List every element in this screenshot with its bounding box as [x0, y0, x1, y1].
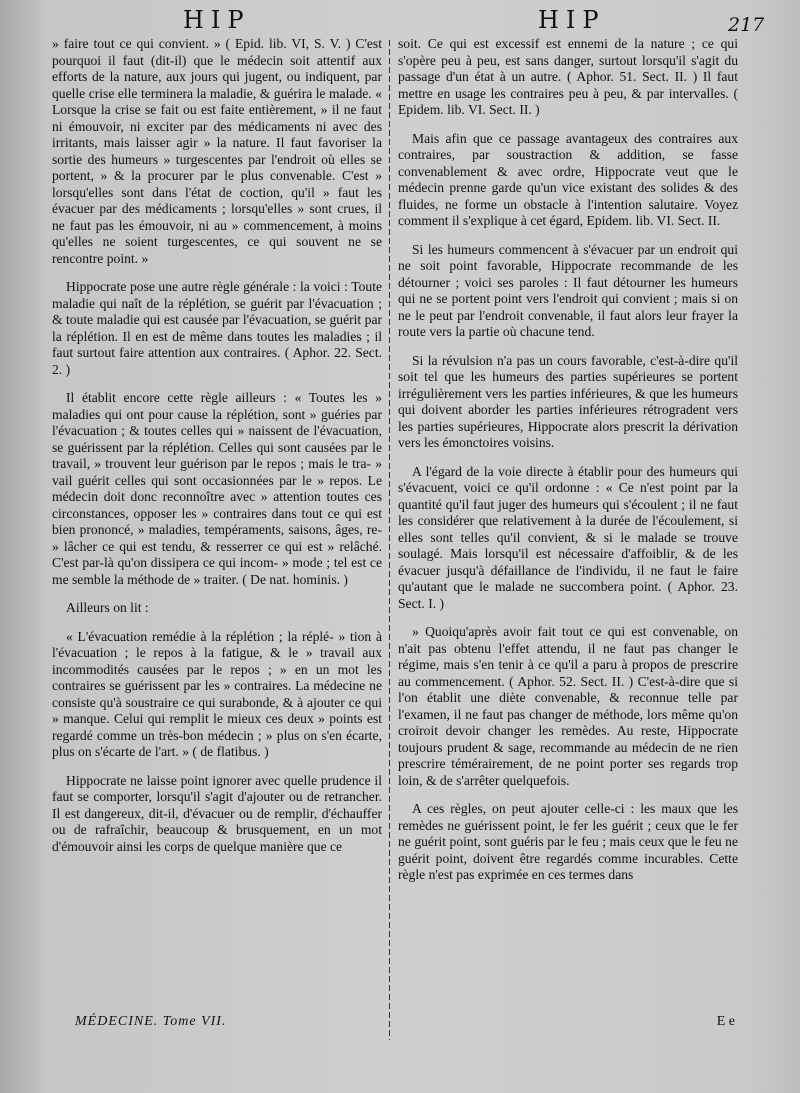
left-paragraph-4: Ailleurs on lit :: [66, 600, 149, 615]
running-header: [0, 6, 800, 36]
right-paragraph-2: Mais afin que ce passage avantageux des contraires aux contraires, par soustraction & addition, se fasse convenablement & avec ordre, Hippocrate veut que le médecin prenne garde qu'un vice existant des solides & des fluides, ne forme un obstacle à l'intention salutaire. Voyez comment il s'explique à cet égard, Epidem. lib. VI. Sect. II.: [398, 130, 738, 228]
left-paragraph-5: « L'évacuation remédie à la réplétion ; la réplé- » tion à l'évacuation ; le repos à la fatigue, & le » travail aux incommodités causées par le repos ; » en un mot les contraires se guérissent par les » contraires. La médecine ne consiste qu'à soustraire ce qui surabonde, & à ajouter ce qui » manque. Celui qui remplit le mieux ces deux » points est regardé comme un très-bon médecin ; » plus on s'en écarte, plus on s'écarte de l'art. » ( de flatibus. ): [52, 628, 382, 759]
right-paragraph-7: A ces règles, on peut ajouter celle-ci : les maux que les remèdes ne guérissent point, le fer les guérit ; ceux que le fer ne guérit point, sont guéris par le feu ; mais ceux que le feu ne guérit point, doivent être regardés comme incurables. Cette règle n'est pas exprimée en ces termes dans: [398, 801, 738, 882]
left-paragraph-3: Il établit encore cette règle ailleurs : « Toutes les » maladies qui ont pour cause la réplétion, sont » guéries par l'évacuation ; & toutes celles qui » naissent de l'évacuation, se guérissent par la réplétion. Celles qui sont causées par le travail, » trouvent leur guérison par le repos ; mais le tra- » vail guérit celles qui sont occasionnées par le » repos. Le médecin doit donc reconnoître avec » attention toutes ces circonstances, opposer les » contraires dans tout ce qui est bien prononcé, » maladies, tempéraments, saisons, âges, re- » lâcher ce qui est tendu, & resserrer ce qui est » relâché. C'est par-là qu'on dissipera ce qui incom- » mode ; tel est ce me semble la méthode de » traiter. ( De nat. hominis. ): [52, 390, 382, 587]
left-paragraph-6: Hippocrate ne laisse point ignorer avec quelle prudence il faut se comporter, lorsqu'il s'agit d'ajouter ou de retrancher. Il est dangereux, dit-il, d'évacuer ou de remplir, d'échauffer ou de rafraîchir, beaucoup & brusquement, en un mot d'émouvoir ainsi les corps de quelque manière que ce: [52, 772, 382, 854]
header-right-title: HIP: [538, 6, 606, 34]
page-footer: [75, 1014, 735, 1034]
signature-mark: MÉDECINE. Tome VII.: [75, 1014, 227, 1029]
left-paragraph-1: » faire tout ce qui convient. » ( Epid. lib. VI, S. V. ) C'est pourquoi il faut (dit-il) que le médecin soit attentif aux efforts de la nature, aux jours qui jugent, ou indiquent, par quelle crise elle terminera la maladie, & guérira le malade. « Lorsque la crise se fait ou est faite entièrement, » il ne faut ni émouvoir, ni exciter par des médicaments ni avec des irritants, mais laisser agir » la nature. Il faut favoriser la sortie des humeurs » turgescentes par l'endroit où elles se portent, » & la procurer par le plus convenable. C'est » lorsqu'elles sont dans l'état de coction, qu'il » faut les évacuer par des médicaments ; lorsqu'elles » sont crues, il ne faut pas les émouvoir, ni au » commencement, à moins qu'elles ne soient turgescentes, ce qui souvent ne se rencontre point. »: [52, 36, 382, 266]
header-left-title: HIP: [183, 6, 251, 34]
right-paragraph-1: soit. Ce qui est excessif est ennemi de la nature ; ce qui s'opère peu à peu, est sans danger, surtout lorsqu'il s'agit du passage d'un état à un autre. ( Aphor. 51. Sect. II. ) Il faut mettre en usage les contraires peu à peu, & par intervalles. ( Epidem. lib. VI. Sect. II. ): [398, 36, 738, 117]
left-column: [52, 36, 382, 867]
left-paragraph-2: Hippocrate pose une autre règle générale : la voici : Toute maladie qui naît de la réplétion, se guérit par l'évacuation ; & toute maladie qui est causée par l'évacuation, se guérit par la réplétion. Il en est de même dans toutes les maladies ; il faut surtout faire attention aux contraires. ( Aphor. 22. Sect. 2. ): [52, 279, 382, 377]
right-paragraph-3: Si les humeurs commencent à s'évacuer par un endroit qui ne soit point favorable, Hippocrate recommande de les détourner ; voici ses paroles : Il faut détourner les humeurs qui ne se portent point vers l'endroit qui convient ; mais si on ne le peut par l'endroit convenable, il faut alors leur frayer la route vers la partie où chacune tend.: [398, 241, 738, 339]
right-paragraph-6: » Quoiqu'après avoir fait tout ce qui est convenable, on n'ait pas obtenu l'effet attendu, il ne faut pas changer le régime, mais s'en tenir à ce qu'il a paru à propos de prescrire au commencement. ( Aphor. 52. Sect. II. ) C'est-à-dire que si l'on établit une diète convenable, & reconnue telle par l'examen, il ne faut pas changer de méthode, lors même qu'on croiroit devoir changer les remèdes. Au reste, Hippocrate toujours prudent & sage, recommande au médecin de ne rien prescrire témérairement, de ne point porter ses regards trop loin, & de s'arrêter quelquefois.: [398, 624, 738, 788]
page-number: 217: [728, 14, 765, 36]
column-divider: [389, 40, 390, 1040]
right-paragraph-4: Si la révulsion n'a pas un cours favorable, c'est-à-dire qu'il soit tel que les humeurs des parties supérieures se portent irrégulièrement vers les parties inférieures, & que les humeurs qui doivent aborder les parties inférieures rétrogradent vers les parties supérieures, Hippocrate alors prescrit la dérivation vers les émonctoires voisins.: [398, 352, 738, 450]
right-paragraph-5: A l'égard de la voie directe à établir pour des humeurs qui s'évacuent, voici ce qu'il ordonne : « Ce n'est point par la quantité qu'il faut juger des humeurs qui s'écoulent ; il ne faut les considérer que relativement à la durée de l'écoulement, si elles sont telles qu'il convient, & si le malade se trouve soulagé. Mais lorsqu'il est nécessaire d'affoiblir, & de les évacuer jusqu'à défaillance de l'individu, il ne faut le faire qu'autant que le malade ne succombera point. ( Aphor. 23. Sect. I. ): [398, 463, 738, 611]
catchword: E e: [716, 1014, 735, 1029]
right-column: [398, 36, 738, 896]
